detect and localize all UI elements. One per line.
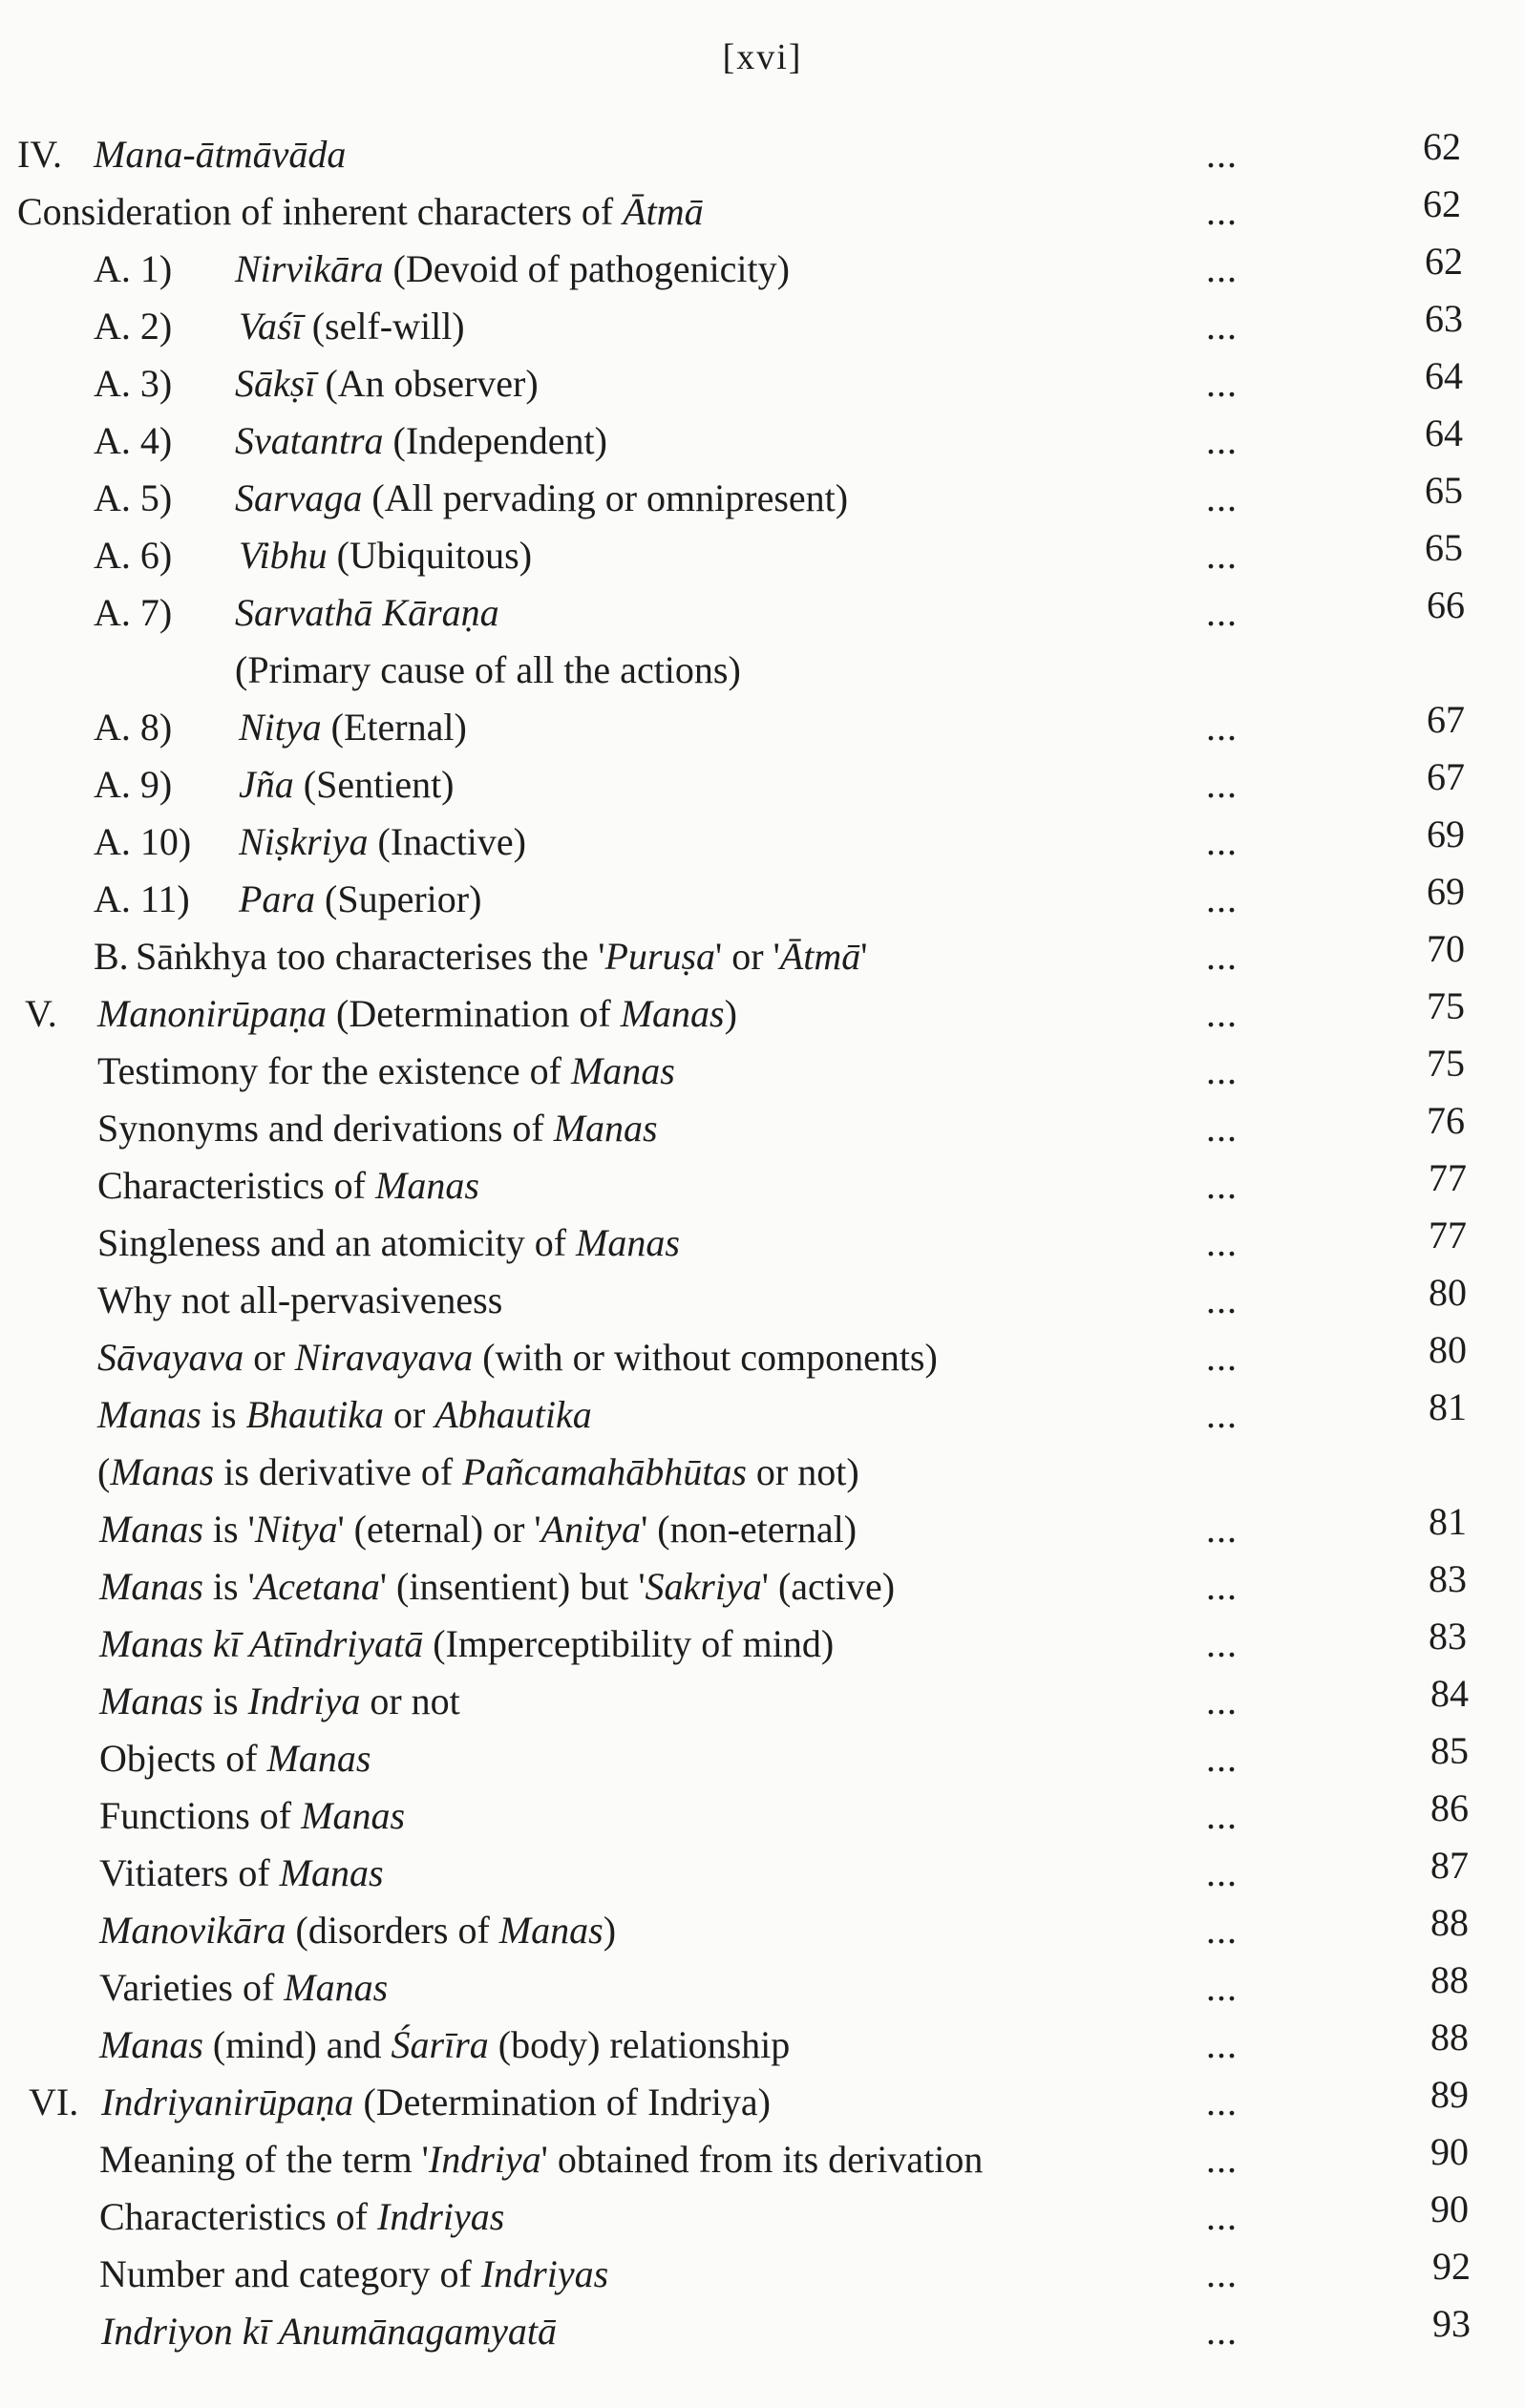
leader-dots: ... [1206, 1851, 1238, 1894]
entry-title-part: (Ubiquitous) [327, 534, 533, 577]
entry-title-italic-part: Śarīra [391, 2023, 489, 2066]
entry-title-part: (mind) and [202, 2023, 392, 2066]
entry-title-part: (Independent) [383, 419, 607, 462]
entry-title [99, 1564, 895, 1609]
entry-title-italic-part: Puruṣa [604, 935, 716, 978]
entry-title-part: (Primary cause of all the actions) [235, 648, 741, 691]
page-number: 88 [1430, 1958, 1469, 2001]
toc-entry [0, 984, 1525, 1039]
entry-title-italic-part: Manas [99, 1508, 203, 1551]
entry-title-part: or not) [746, 1450, 859, 1493]
toc-entry [0, 1729, 1525, 1784]
toc-entry [0, 870, 1525, 924]
entry-number: A. 2) [94, 305, 173, 348]
leader-dots: ... [1206, 1049, 1238, 1092]
leader-dots: ... [1206, 2023, 1238, 2066]
entry-title-part: (Eternal) [321, 706, 467, 749]
toc-entry [0, 1042, 1525, 1096]
entry-number: A. 11) [94, 877, 190, 920]
entry-title-part: Objects of [99, 1737, 267, 1780]
entry-title-part: (Sentient) [293, 763, 455, 806]
entry-title-part: ' obtained from its derivation [540, 2138, 984, 2181]
toc-entry [0, 2016, 1525, 2070]
toc-entry [0, 125, 1525, 180]
toc-entry [0, 1500, 1525, 1554]
entry-title-italic-part: Manas [99, 1565, 203, 1608]
entry-number: A. 8) [94, 706, 173, 749]
leader-dots: ... [1206, 1221, 1238, 1264]
entry-title-part: Singleness and an atomicity of [97, 1221, 577, 1264]
entry-title-italic-part: Sarvaga [235, 476, 363, 519]
entry-title [99, 2137, 983, 2182]
entry-title-italic-part: Indriyanirūpaṇa [101, 2081, 354, 2123]
entry-title [235, 246, 790, 291]
entry-title-italic-part: Manas [97, 1393, 201, 1436]
entry-title-italic-part: Nitya [254, 1508, 338, 1551]
leader-dots: ... [1206, 1679, 1238, 1722]
page-number: 84 [1430, 1672, 1469, 1715]
toc-entry [0, 354, 1525, 409]
toc-entry [0, 1901, 1525, 1955]
entry-title-part: Characteristics of [97, 1164, 375, 1207]
page-number: 75 [1427, 984, 1465, 1027]
entry-title [94, 132, 346, 177]
page-number: 80 [1429, 1271, 1467, 1314]
entry-title-italic-part: Manas [279, 1851, 384, 1894]
entry-title [239, 819, 526, 864]
entry-title [101, 2309, 557, 2354]
entry-title-italic-part: Manas [498, 1909, 604, 1952]
entry-title-italic-part: Nirvikāra [235, 247, 384, 290]
page-number: 80 [1429, 1328, 1467, 1371]
entry-title [235, 475, 848, 520]
page-number: 66 [1427, 583, 1465, 626]
entry-title [136, 934, 867, 979]
entry-title-part: Meaning of the term ' [99, 2138, 429, 2181]
entry-number: A. 4) [94, 419, 173, 462]
page-number: 64 [1425, 354, 1463, 397]
entry-title-italic-part: Sāvayava [97, 1336, 244, 1379]
page-number: 93 [1432, 2302, 1471, 2345]
entry-title-part: (with or without components) [473, 1336, 938, 1379]
entry-title-italic-part: Abhautika [434, 1393, 592, 1436]
entry-title-part: (All pervading or omnipresent) [362, 476, 849, 519]
entry-title [101, 2080, 771, 2124]
page-number: 81 [1429, 1500, 1467, 1543]
page-number: 77 [1429, 1214, 1467, 1257]
leader-dots: ... [1206, 591, 1238, 634]
entry-title-part: ( [97, 1450, 111, 1493]
entry-title [99, 2251, 608, 2296]
entry-title-italic-part: Ātmā [623, 190, 704, 233]
leader-dots: ... [1206, 305, 1238, 348]
entry-title-part: (disorders of [286, 1909, 499, 1952]
entry-title-italic-part: Manas [375, 1164, 479, 1207]
entry-title [99, 2194, 504, 2239]
toc-entry [0, 412, 1525, 466]
entry-title-italic-part: Sākṣī [235, 362, 316, 405]
page-number: 67 [1427, 755, 1465, 798]
entry-title-italic-part: Para [239, 877, 315, 920]
toc-entry [0, 1156, 1525, 1211]
page-number: 63 [1425, 297, 1463, 340]
entry-title-italic-part: Niṣkriya [239, 820, 369, 863]
leader-dots: ... [1206, 476, 1238, 519]
leader-dots: ... [1206, 992, 1238, 1035]
entry-title-part: Number and category of [99, 2252, 481, 2295]
entry-title-italic-part: Manas [99, 1679, 203, 1722]
toc-entry [0, 1844, 1525, 1898]
toc-entry [0, 2130, 1525, 2185]
leader-dots: ... [1206, 1336, 1238, 1379]
toc-entry [0, 1786, 1525, 1841]
entry-title [97, 1220, 680, 1265]
page-number: 67 [1427, 698, 1465, 741]
entry-title-italic-part: Indriyon kī Anumānagamyatā [101, 2310, 557, 2353]
entry-title-italic-part: Manas [553, 1107, 658, 1150]
leader-dots: ... [1206, 1164, 1238, 1207]
entry-title [235, 647, 741, 692]
entry-title-italic-part: Niravayava [294, 1336, 474, 1379]
entry-title-part: (Devoid of pathogenicity) [383, 247, 790, 290]
leader-dots: ... [1206, 877, 1238, 920]
leader-dots: ... [1206, 1622, 1238, 1665]
entry-title [97, 1106, 658, 1151]
entry-title-part: is ' [202, 1508, 255, 1551]
toc-entry [0, 1615, 1525, 1669]
leader-dots: ... [1206, 133, 1238, 176]
entry-title-italic-part: Manas [620, 992, 725, 1035]
toc-entry [0, 2073, 1525, 2127]
entry-title-italic-part: Manas [301, 1794, 406, 1837]
entry-title-part: ' [860, 935, 868, 978]
entry-title [99, 1908, 616, 1953]
entry-title-italic-part: Svatantra [235, 419, 384, 462]
page-number: 89 [1430, 2073, 1469, 2116]
entry-title-part: (Determination of [327, 992, 621, 1035]
toc-entry [0, 240, 1525, 294]
entry-title-italic-part: Pañcamahābhūtas [462, 1450, 747, 1493]
page-number: 77 [1429, 1156, 1467, 1199]
entry-title-part: Vitiaters of [99, 1851, 280, 1894]
leader-dots: ... [1206, 2138, 1238, 2181]
leader-dots: ... [1206, 2195, 1238, 2238]
entry-title [97, 991, 737, 1036]
page-number: 88 [1430, 1901, 1469, 1944]
entry-title-part: Synonyms and derivations of [97, 1107, 554, 1150]
entry-title-part: (Imperceptibility of mind) [423, 1622, 835, 1665]
toc-entry [0, 2302, 1525, 2356]
entry-title [99, 1507, 857, 1552]
toc-entry [0, 1449, 1525, 1497]
leader-dots: ... [1206, 1909, 1238, 1952]
page-number: 90 [1430, 2130, 1469, 2173]
entry-title [99, 1850, 384, 1895]
entry-number: A. 7) [94, 591, 173, 634]
leader-dots: ... [1206, 2081, 1238, 2123]
entry-title-italic-part: Manovikāra [99, 1909, 286, 1952]
leader-dots: ... [1206, 247, 1238, 290]
entry-title-italic-part: Manas kī Atīndriyatā [99, 1622, 424, 1665]
entry-title-italic-part: Anitya [540, 1508, 642, 1551]
entry-title-italic-part: Indriyas [480, 2252, 609, 2295]
toc-entry [0, 1958, 1525, 2013]
entry-title-part: ' (non-eternal) [641, 1508, 858, 1551]
entry-title [99, 2022, 790, 2067]
entry-title-part: Functions of [99, 1794, 302, 1837]
toc-entry [0, 469, 1525, 523]
entry-title-part: (self-will) [302, 305, 465, 348]
entry-title-part: ' or ' [715, 935, 780, 978]
entry-number: A. 1) [94, 247, 173, 290]
entry-title-italic-part: Manas [266, 1737, 371, 1780]
entry-title [99, 1679, 460, 1723]
entry-title-part: is [201, 1393, 246, 1436]
leader-dots: ... [1206, 763, 1238, 806]
entry-title-part: ) [724, 992, 737, 1035]
page-number: 83 [1429, 1557, 1467, 1600]
toc-entry [0, 1672, 1525, 1726]
toc-entry [0, 813, 1525, 867]
entry-title-italic-part: Vaśī [239, 305, 303, 348]
entry-title-italic-part: Manas [570, 1049, 675, 1092]
leader-dots: ... [1206, 2310, 1238, 2353]
entry-title-part: Varieties of [99, 1966, 285, 2009]
toc-entry [0, 1328, 1525, 1383]
entry-title-part: is [202, 1679, 248, 1722]
entry-title-part: Testimony for the existence of [97, 1049, 571, 1092]
entry-title-part: Consideration of inherent characters of [17, 190, 624, 233]
leader-dots: ... [1206, 362, 1238, 405]
entry-title [239, 533, 532, 578]
page-number: 81 [1429, 1385, 1467, 1428]
page-number: 90 [1430, 2187, 1469, 2230]
leader-dots: ... [1206, 1737, 1238, 1780]
leader-dots: ... [1206, 1565, 1238, 1608]
leader-dots: ... [1206, 820, 1238, 863]
entry-title [97, 1335, 938, 1380]
entry-title [17, 189, 704, 234]
toc-entry [0, 647, 1525, 695]
leader-dots: ... [1206, 419, 1238, 462]
entry-title-part: (Determination of Indriya) [353, 2081, 771, 2123]
entry-title-part: Sāṅkhya too characterises the ' [136, 935, 605, 978]
leader-dots: ... [1206, 706, 1238, 749]
entry-title [235, 590, 499, 635]
entry-title [97, 1163, 479, 1208]
toc-entry [0, 1099, 1525, 1153]
page-number: 70 [1427, 927, 1465, 970]
leader-dots: ... [1206, 1508, 1238, 1551]
entry-title-italic-part: Vibhu [239, 534, 328, 577]
toc-entry [0, 755, 1525, 810]
toc-entry [0, 526, 1525, 581]
entry-title-part: or not [360, 1679, 460, 1722]
entry-title-italic-part: Indriya [428, 2138, 541, 2181]
page-number: 83 [1429, 1615, 1467, 1658]
entry-number: A. 9) [94, 763, 173, 806]
leader-dots: ... [1206, 935, 1238, 978]
page-number-label: [xvi] [722, 37, 803, 77]
entry-title [99, 1965, 388, 2010]
entry-title-italic-part: Jña [239, 763, 294, 806]
entry-title-part: ' (eternal) or ' [337, 1508, 541, 1551]
toc-entry [0, 297, 1525, 351]
entry-title-italic-part: Manas [576, 1221, 680, 1264]
entry-title [99, 1736, 371, 1781]
entry-title-italic-part: Mana-ātmāvāda [94, 133, 347, 176]
entry-title-part: or [384, 1393, 435, 1436]
entry-title [239, 762, 455, 807]
entry-title [239, 877, 481, 921]
entry-number: B. [94, 935, 129, 978]
page-number: 64 [1425, 412, 1463, 454]
page-number: 76 [1427, 1099, 1465, 1142]
toc-entry [0, 1385, 1525, 1440]
entry-title-italic-part: Indriyas [377, 2195, 505, 2238]
leader-dots: ... [1206, 1794, 1238, 1837]
toc-entry [0, 698, 1525, 752]
entry-number: VI. [29, 2081, 79, 2123]
entry-number: V. [25, 992, 57, 1035]
entry-title [239, 705, 467, 750]
page-number: 86 [1430, 1786, 1469, 1829]
page-number: 88 [1430, 2016, 1469, 2059]
entry-title-part: (Superior) [315, 877, 482, 920]
leader-dots: ... [1206, 1393, 1238, 1436]
entry-title [239, 304, 465, 349]
page-number: 65 [1425, 526, 1463, 569]
entry-title [235, 361, 539, 406]
toc-entry [0, 2245, 1525, 2299]
entry-title-italic-part: Ātmā [779, 935, 861, 978]
entry-title-italic-part: Manonirūpaṇa [97, 992, 327, 1035]
toc-entry [0, 927, 1525, 982]
entry-title-italic-part: Sakriya [645, 1565, 762, 1608]
toc-entry [0, 1214, 1525, 1268]
entry-title-italic-part: Nitya [239, 706, 322, 749]
leader-dots: ... [1206, 534, 1238, 577]
toc-entry [0, 583, 1525, 638]
page-number: 85 [1430, 1729, 1469, 1772]
page-number: 92 [1432, 2245, 1471, 2288]
entry-title [97, 1449, 859, 1494]
leader-dots: ... [1206, 2252, 1238, 2295]
leader-dots: ... [1206, 1966, 1238, 2009]
entry-title [97, 1278, 502, 1322]
entry-number: A. 3) [94, 362, 173, 405]
page-number: 87 [1430, 1844, 1469, 1887]
page-number: 62 [1423, 125, 1461, 168]
toc-entry [0, 1557, 1525, 1612]
leader-dots: ... [1206, 1107, 1238, 1150]
entry-title-part: ) [603, 1909, 617, 1952]
toc-entry [0, 1271, 1525, 1325]
entry-title-part: ' (insentient) but ' [379, 1565, 646, 1608]
entry-title-part: or [244, 1336, 295, 1379]
entry-title-part: (Inactive) [368, 820, 526, 863]
entry-title [97, 1048, 675, 1093]
page-number: 69 [1427, 870, 1465, 913]
entry-title-italic-part: Manas [99, 2023, 203, 2066]
entry-title-italic-part: Indriya [247, 1679, 361, 1722]
entry-title-italic-part: Manas [284, 1966, 389, 2009]
entry-title-part: Characteristics of [99, 2195, 377, 2238]
entry-title-part: is ' [202, 1565, 255, 1608]
entry-number: A. 5) [94, 476, 173, 519]
entry-title-part: is derivative of [214, 1450, 463, 1493]
entry-number: A. 10) [94, 820, 192, 863]
page-number: 62 [1425, 240, 1463, 283]
entry-title-italic-part: Manas [110, 1450, 215, 1493]
entry-number: IV. [17, 133, 63, 176]
page-number: 75 [1427, 1042, 1465, 1085]
entry-title-part: (body) relationship [488, 2023, 791, 2066]
page-number: 65 [1425, 469, 1463, 512]
toc-entry [0, 2187, 1525, 2242]
entry-title-italic-part: Bhautika [245, 1393, 384, 1436]
entry-title [99, 1793, 405, 1838]
leader-dots: ... [1206, 190, 1238, 233]
entry-number: A. 6) [94, 534, 173, 577]
entry-title-italic-part: Sarvathā Kāraṇa [235, 591, 499, 634]
toc-entry [0, 182, 1525, 237]
entry-title-part: Why not all-pervasiveness [97, 1278, 503, 1321]
page-number: 62 [1423, 182, 1461, 225]
entry-title [99, 1621, 834, 1666]
entry-title-part: (An observer) [315, 362, 539, 405]
leader-dots: ... [1206, 1278, 1238, 1321]
entry-title [97, 1392, 592, 1437]
entry-title-italic-part: Acetana [254, 1565, 380, 1608]
page-number: 69 [1427, 813, 1465, 855]
entry-title [235, 418, 607, 463]
entry-title-part: ' (active) [761, 1565, 896, 1608]
